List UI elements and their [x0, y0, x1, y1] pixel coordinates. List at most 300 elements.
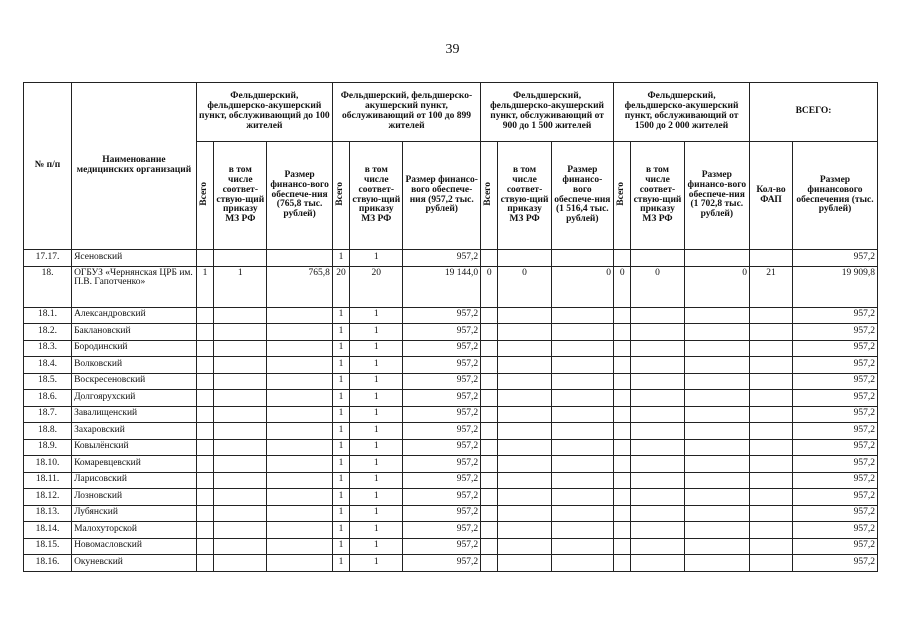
data-cell: [196, 522, 213, 539]
data-cell: [684, 456, 749, 473]
data-cell: [631, 439, 684, 456]
data-cell: [481, 522, 498, 539]
organization-name-cell: Волковский: [72, 357, 197, 374]
data-cell: [214, 472, 267, 489]
data-cell: [498, 307, 551, 324]
data-cell: [267, 522, 332, 539]
data-cell: [614, 489, 631, 506]
data-cell: 957,2: [403, 439, 481, 456]
data-cell: [614, 439, 631, 456]
row-number-cell: 18.15.: [24, 538, 72, 555]
data-cell: [551, 538, 613, 555]
data-cell: [498, 555, 551, 572]
data-cell: [267, 555, 332, 572]
data-cell: [481, 505, 498, 522]
organization-name-cell: Баклановский: [72, 324, 197, 341]
header-incl-2: в том числе соответ-ствую-щий приказу МЗ РФ: [350, 142, 403, 250]
data-cell: 957,2: [792, 340, 877, 357]
data-cell: 1: [350, 439, 403, 456]
data-cell: 19 909,8: [792, 266, 877, 307]
data-cell: [267, 456, 332, 473]
data-cell: [631, 538, 684, 555]
header-incl-4: в том числе соответ-ствую-щий приказу МЗ РФ: [631, 142, 684, 250]
data-cell: [267, 538, 332, 555]
data-cell: 1: [350, 373, 403, 390]
data-cell: [481, 555, 498, 572]
table-row: [24, 324, 878, 341]
data-cell: [614, 472, 631, 489]
data-cell: [267, 357, 332, 374]
data-cell: 1: [350, 472, 403, 489]
data-cell: [196, 390, 213, 407]
data-cell: [498, 522, 551, 539]
data-cell: [684, 472, 749, 489]
data-cell: 1: [332, 505, 349, 522]
row-number-cell: 18.: [24, 266, 72, 307]
header-count: Кол-во ФАП: [750, 142, 793, 250]
data-cell: [614, 324, 631, 341]
data-cell: [684, 250, 749, 267]
header-num: № п/п: [24, 83, 72, 250]
data-cell: [684, 373, 749, 390]
data-cell: [750, 472, 793, 489]
data-cell: [267, 324, 332, 341]
page-number: 39: [445, 42, 460, 57]
header-all-2: Всего: [332, 142, 349, 250]
data-cell: [214, 373, 267, 390]
data-cell: [196, 538, 213, 555]
table-row: [24, 250, 878, 267]
data-cell: [614, 307, 631, 324]
data-cell: [614, 250, 631, 267]
organization-name-cell: Воскресеновский: [72, 373, 197, 390]
row-number-cell: 18.2.: [24, 324, 72, 341]
data-cell: [498, 406, 551, 423]
data-cell: [267, 439, 332, 456]
data-cell: [551, 522, 613, 539]
header-fin-total: Размер финансового обеспечения (тыс. рублей): [792, 142, 877, 250]
organization-name-cell: Долгоярухский: [72, 390, 197, 407]
data-cell: 957,2: [403, 390, 481, 407]
data-cell: 1: [332, 357, 349, 374]
table-row: [24, 373, 878, 390]
data-cell: [614, 357, 631, 374]
data-cell: [750, 489, 793, 506]
data-cell: [614, 555, 631, 572]
table-row: [24, 307, 878, 324]
data-cell: [481, 373, 498, 390]
header-incl-3: в том числе соответ-ствую-щий приказу МЗ РФ: [498, 142, 551, 250]
table-row: [24, 472, 878, 489]
data-cell: 957,2: [792, 390, 877, 407]
organization-name-cell: Окуневский: [72, 555, 197, 572]
data-cell: [750, 538, 793, 555]
table-row: [24, 390, 878, 407]
row-number-cell: 18.6.: [24, 390, 72, 407]
data-cell: 957,2: [403, 324, 481, 341]
data-cell: 1: [214, 266, 267, 307]
data-cell: [684, 555, 749, 572]
data-cell: 957,2: [792, 307, 877, 324]
data-cell: [481, 307, 498, 324]
data-cell: 0: [551, 266, 613, 307]
data-cell: [750, 522, 793, 539]
data-cell: [481, 324, 498, 341]
data-cell: [551, 439, 613, 456]
data-cell: [631, 307, 684, 324]
table-row: [24, 423, 878, 440]
organization-name-cell: Новомасловский: [72, 538, 197, 555]
data-cell: 957,2: [792, 555, 877, 572]
data-cell: [267, 423, 332, 440]
data-cell: 1: [350, 423, 403, 440]
row-number-cell: 18.4.: [24, 357, 72, 374]
data-cell: 1: [332, 472, 349, 489]
header-group-3: Фельдшерский, фельдшерско-акушерский пункт, обслуживающий от 900 до 1 500 жителей: [481, 83, 614, 142]
data-cell: [614, 340, 631, 357]
data-cell: [551, 340, 613, 357]
data-cell: [750, 406, 793, 423]
data-cell: [498, 390, 551, 407]
data-cell: 1: [350, 357, 403, 374]
data-cell: [481, 489, 498, 506]
data-cell: 957,2: [403, 340, 481, 357]
data-cell: 957,2: [792, 324, 877, 341]
organization-name-cell: Завалищенский: [72, 406, 197, 423]
data-cell: [267, 250, 332, 267]
data-cell: [631, 406, 684, 423]
data-cell: 957,2: [792, 489, 877, 506]
data-cell: [498, 472, 551, 489]
data-cell: [214, 390, 267, 407]
data-cell: [481, 357, 498, 374]
data-cell: [214, 538, 267, 555]
data-cell: [481, 472, 498, 489]
row-number-cell: 18.11.: [24, 472, 72, 489]
organization-name-cell: Александровский: [72, 307, 197, 324]
data-cell: [631, 324, 684, 341]
data-cell: 1: [332, 439, 349, 456]
data-cell: [551, 489, 613, 506]
data-cell: 1: [332, 423, 349, 440]
data-cell: [196, 357, 213, 374]
table-row: [24, 505, 878, 522]
data-cell: [481, 340, 498, 357]
data-cell: [481, 423, 498, 440]
header-all-1: Всего: [196, 142, 213, 250]
data-cell: 1: [350, 489, 403, 506]
data-cell: [551, 406, 613, 423]
data-cell: [684, 505, 749, 522]
data-cell: [214, 439, 267, 456]
data-cell: [684, 439, 749, 456]
data-cell: [551, 390, 613, 407]
header-fin-4: Размер финансо-вого обеспече-ния (1 702,8 тыс. рублей): [684, 142, 749, 250]
row-number-cell: 18.16.: [24, 555, 72, 572]
data-cell: [684, 489, 749, 506]
data-cell: [267, 307, 332, 324]
data-cell: [498, 456, 551, 473]
data-cell: 1: [332, 390, 349, 407]
data-cell: [196, 324, 213, 341]
data-cell: 1: [350, 522, 403, 539]
data-cell: [196, 439, 213, 456]
data-cell: [267, 406, 332, 423]
data-cell: 1: [332, 555, 349, 572]
data-cell: 1: [332, 406, 349, 423]
data-cell: [631, 340, 684, 357]
organization-name-cell: Малохуторской: [72, 522, 197, 539]
data-cell: [551, 555, 613, 572]
data-cell: [481, 250, 498, 267]
data-cell: [196, 456, 213, 473]
organization-name-cell: Лубянский: [72, 505, 197, 522]
data-cell: 957,2: [403, 406, 481, 423]
header-name: Наименование медицинских организаций: [72, 83, 197, 250]
data-cell: [614, 423, 631, 440]
data-cell: [214, 307, 267, 324]
row-number-cell: 18.9.: [24, 439, 72, 456]
data-cell: [214, 324, 267, 341]
data-cell: [214, 357, 267, 374]
data-cell: [614, 456, 631, 473]
data-cell: 1: [350, 250, 403, 267]
data-cell: [498, 505, 551, 522]
row-number-cell: 18.10.: [24, 456, 72, 473]
data-cell: [614, 522, 631, 539]
data-cell: [551, 307, 613, 324]
data-cell: [267, 390, 332, 407]
data-cell: [196, 250, 213, 267]
data-cell: 1: [350, 538, 403, 555]
data-cell: [214, 456, 267, 473]
organization-name-cell: Ковылёнский: [72, 439, 197, 456]
data-cell: [631, 357, 684, 374]
data-cell: 1: [350, 505, 403, 522]
data-cell: [214, 406, 267, 423]
data-cell: [551, 456, 613, 473]
data-cell: 957,2: [403, 423, 481, 440]
data-cell: [196, 307, 213, 324]
data-cell: [196, 423, 213, 440]
data-cell: 1: [350, 307, 403, 324]
data-cell: [684, 538, 749, 555]
row-number-cell: 18.3.: [24, 340, 72, 357]
data-cell: [750, 373, 793, 390]
data-cell: 0: [684, 266, 749, 307]
data-cell: 21: [750, 266, 793, 307]
data-cell: 1: [350, 324, 403, 341]
data-cell: 1: [350, 555, 403, 572]
data-cell: [551, 324, 613, 341]
data-cell: [481, 390, 498, 407]
data-cell: 957,2: [403, 472, 481, 489]
data-cell: [614, 390, 631, 407]
header-all-4: Всего: [614, 142, 631, 250]
row-number-cell: 18.8.: [24, 423, 72, 440]
data-cell: [551, 505, 613, 522]
data-cell: [631, 250, 684, 267]
data-cell: 1: [332, 489, 349, 506]
data-cell: 957,2: [792, 456, 877, 473]
data-cell: 957,2: [403, 538, 481, 555]
data-cell: 19 144,0: [403, 266, 481, 307]
data-cell: 957,2: [403, 505, 481, 522]
data-cell: [196, 489, 213, 506]
table-row: [24, 266, 878, 307]
data-cell: [196, 555, 213, 572]
data-cell: [498, 489, 551, 506]
data-cell: [481, 456, 498, 473]
data-cell: [551, 373, 613, 390]
data-cell: 957,2: [792, 373, 877, 390]
data-cell: [481, 439, 498, 456]
data-cell: 20: [350, 266, 403, 307]
row-number-cell: 18.13.: [24, 505, 72, 522]
data-cell: 1: [332, 324, 349, 341]
data-cell: 1: [350, 456, 403, 473]
data-cell: 1: [332, 456, 349, 473]
data-cell: [631, 456, 684, 473]
data-cell: [214, 505, 267, 522]
header-group-4: Фельдшерский, фельдшерско-акушерский пункт, обслуживающий от 1500 до 2 000 жителей: [614, 83, 750, 142]
data-cell: [481, 538, 498, 555]
data-cell: [498, 340, 551, 357]
data-cell: [750, 505, 793, 522]
table-row: [24, 555, 878, 572]
data-cell: [750, 340, 793, 357]
data-cell: [498, 324, 551, 341]
data-cell: [551, 357, 613, 374]
data-cell: [750, 324, 793, 341]
header-all-3: Всего: [481, 142, 498, 250]
data-cell: [614, 538, 631, 555]
data-cell: [498, 423, 551, 440]
organization-name-cell: Ларисовский: [72, 472, 197, 489]
data-cell: [214, 340, 267, 357]
data-cell: [631, 505, 684, 522]
data-cell: 0: [614, 266, 631, 307]
table-row: [24, 357, 878, 374]
row-number-cell: 18.5.: [24, 373, 72, 390]
data-cell: [267, 505, 332, 522]
row-number-cell: 18.12.: [24, 489, 72, 506]
data-cell: [551, 472, 613, 489]
table-row: [24, 340, 878, 357]
data-cell: [214, 423, 267, 440]
data-cell: 0: [481, 266, 498, 307]
data-cell: 957,2: [403, 522, 481, 539]
data-cell: 1: [332, 307, 349, 324]
table-row: [24, 538, 878, 555]
data-cell: [498, 357, 551, 374]
data-cell: 957,2: [792, 472, 877, 489]
table-row: [24, 406, 878, 423]
data-cell: [750, 555, 793, 572]
data-cell: [267, 340, 332, 357]
data-cell: [498, 439, 551, 456]
data-cell: 957,2: [792, 250, 877, 267]
data-cell: 0: [631, 266, 684, 307]
data-cell: 1: [332, 250, 349, 267]
data-cell: 957,2: [403, 555, 481, 572]
data-cell: [498, 538, 551, 555]
data-cell: 957,2: [792, 357, 877, 374]
data-cell: 1: [350, 406, 403, 423]
organization-name-cell: Комаревцевский: [72, 456, 197, 473]
data-cell: [750, 250, 793, 267]
data-cell: 957,2: [792, 522, 877, 539]
header-fin-2: Размер финансо-вого обеспече-ния (957,2 тыс. рублей): [403, 142, 481, 250]
data-cell: [196, 373, 213, 390]
data-cell: [684, 324, 749, 341]
data-cell: [684, 522, 749, 539]
data-cell: [684, 307, 749, 324]
header-incl-1: в том числе соответ-ствую-щий приказу МЗ РФ: [214, 142, 267, 250]
header-group-2: Фельдшерский, фельдшерско-акушерский пункт, обслуживающий от 100 до 899 жителей: [332, 83, 480, 142]
organization-name-cell: Захаровский: [72, 423, 197, 440]
row-number-cell: 18.7.: [24, 406, 72, 423]
table-row: [24, 456, 878, 473]
data-cell: [684, 340, 749, 357]
header-fin-3: Размер финансо-вого обеспече-ния (1 516,4 тыс. рублей): [551, 142, 613, 250]
data-cell: [214, 250, 267, 267]
data-cell: [684, 390, 749, 407]
data-cell: [750, 307, 793, 324]
data-cell: 1: [350, 390, 403, 407]
data-cell: 957,2: [792, 406, 877, 423]
data-cell: [214, 489, 267, 506]
data-cell: [684, 406, 749, 423]
data-cell: [267, 373, 332, 390]
data-cell: 765,8: [267, 266, 332, 307]
data-cell: [614, 373, 631, 390]
data-cell: [196, 505, 213, 522]
header-group-1: Фельдшерский, фельдшерско-акушерский пункт, обслуживающий до 100 жителей: [196, 83, 332, 142]
data-cell: [750, 357, 793, 374]
header-total: ВСЕГО:: [750, 83, 878, 142]
data-cell: [684, 423, 749, 440]
data-cell: 1: [332, 522, 349, 539]
data-cell: [631, 489, 684, 506]
data-cell: [267, 472, 332, 489]
data-cell: 957,2: [403, 307, 481, 324]
row-number-cell: 18.1.: [24, 307, 72, 324]
data-cell: 957,2: [792, 439, 877, 456]
data-cell: 0: [498, 266, 551, 307]
fap-financing-table: [23, 82, 878, 572]
data-cell: [267, 489, 332, 506]
data-cell: [750, 423, 793, 440]
data-cell: [196, 406, 213, 423]
data-cell: 957,2: [792, 538, 877, 555]
data-cell: [750, 390, 793, 407]
data-cell: 957,2: [403, 489, 481, 506]
table-row: [24, 522, 878, 539]
data-cell: [498, 373, 551, 390]
data-cell: [684, 357, 749, 374]
data-cell: [196, 340, 213, 357]
data-cell: [750, 456, 793, 473]
organization-name-cell: Ясеновский: [72, 250, 197, 267]
row-number-cell: 17.17.: [24, 250, 72, 267]
organization-name-cell: Бородинский: [72, 340, 197, 357]
header-fin-1: Размер финансо-вого обеспече-ния (765,8 тыс. рублей): [267, 142, 332, 250]
data-cell: [631, 390, 684, 407]
data-cell: [551, 250, 613, 267]
data-cell: [631, 373, 684, 390]
data-cell: [631, 555, 684, 572]
